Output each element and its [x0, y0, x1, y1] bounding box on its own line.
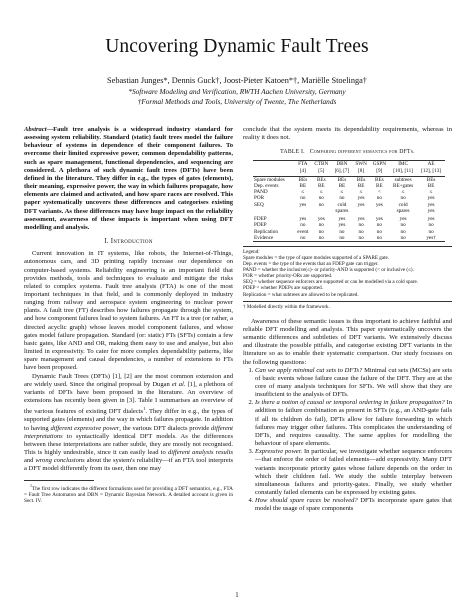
footnote-number: 1	[30, 482, 32, 488]
column-name: AE	[427, 161, 435, 168]
table-cell: no	[358, 222, 364, 229]
table-cell: no	[339, 234, 345, 241]
text-run-italic: different expressive power	[50, 424, 120, 432]
table-cell: cold	[398, 201, 408, 208]
intro-paragraph-1: Current innovation in IT systems, like robots, the Internet-of-Things, autonomous cars, and 3D printing rapidly increase our dependence on computer-based systems. Reliability engineering is an important field that provides methods, tools and techniques to evaluate and mitigate the risks related to complex systems. Fault tree analysis (FTA) is one of the most important techniques in that field, and is commonly deployed in industry ranging from railway and aerospace system engineering to nuclear power plants. A fault tree (FT) describes how failures propagate through the system, and how component failures lead to system failures. An FT is a tree (or rather, a directed acyclic graph) whose leaves model component failures, and whose gates model failure propagation. Standard (or: static) FTs (SFTs) contain a few basic gates, like AND and OR, making them easy to use and analyse, but also limited in expressivity. To cater for more complex dependability patterns, like spare management and causal dependencies, a number of extensions to FTs have been proposed.	[24, 250, 233, 372]
row-label: Evidence	[254, 234, 274, 241]
row-label: Replication	[254, 228, 278, 235]
table-cell: BEs	[337, 176, 347, 183]
table-cell: no	[318, 228, 324, 235]
table-cell: yes	[375, 216, 383, 223]
row-label: SEQ	[254, 201, 264, 208]
question-4	[255, 497, 452, 513]
row-label: PDEP	[254, 222, 267, 229]
question-title: How should spare races be resolved?	[255, 497, 358, 505]
column-name: SWN	[355, 161, 367, 168]
question-text: In addition to failure combination as present in SFTs (e.g., an AND-gate fails if all its children do fail), DFTs allow for failure forwarding in which failures may trigger other failures. This complicates the understanding of DFTs, and requires causality. The same applies for modelling the behaviour of spare elements.	[255, 399, 453, 448]
semantics-comparison-table	[253, 160, 445, 241]
footnote-divider	[24, 480, 94, 481]
intro-paragraph-2	[24, 373, 233, 474]
table-cell: no	[339, 228, 345, 235]
legend-line: SEQ = whether sequence enforcers are supported or can be modelled via a cold spare.	[243, 279, 418, 286]
table-cell: no	[376, 222, 382, 229]
table-column-header	[294, 161, 311, 176]
table-cell: no	[428, 228, 434, 235]
legend-line: Replication = what subtrees are allowed to be replicated.	[243, 291, 359, 298]
table-cell: no	[400, 234, 406, 241]
table-cell: BEs	[316, 176, 326, 183]
legend-line: Spare modules = the type of spare modules supported of a SPARE gate.	[243, 255, 389, 261]
table-cell: BE	[357, 183, 365, 190]
table-cell: no	[300, 234, 306, 241]
table-cell: yes	[427, 201, 435, 208]
table-cell: yes	[357, 195, 365, 202]
table-column-header	[417, 161, 445, 176]
section-heading-introduction: I. Introduction	[104, 238, 153, 246]
text-run-italic: wrong conclusions	[35, 457, 85, 465]
column-name: DBN	[336, 161, 348, 168]
text-run: to syntactically identical DFT models. As the differences between these interpretations are rather subtle, they are mostly not recognised. This is highly undesirable, since it can easily lead to	[24, 432, 233, 457]
question-text: In particular, we investigate whether sequence enforcers—that enforce the order of failed elements—add expressivity. Many DFT variants incorporate priority gates whose failure depends on the order in which their children fail. We study the subtle interplay between simultaneous failures and priority-gates. Finally, we study whether constantly failed elements can be expressed by existing gates.	[255, 448, 453, 497]
table-cell: yes	[338, 216, 346, 223]
table-cell: ≤	[340, 189, 344, 196]
table-cell: BE	[299, 183, 307, 190]
legend-line: POR = whether priority-ORs are supported.	[243, 273, 333, 280]
row-label: FDEP	[254, 216, 267, 223]
table-cell: BE	[338, 183, 346, 190]
text-run: about the system's reliability—if an FTA tool interprets a DFT model differently from its user, then one may	[24, 457, 234, 473]
research-questions	[243, 367, 452, 514]
text-run: [1], a plethora of variants of DFTs have been proposed in the literature. An overview of extensions has recently been given in [3]. Table I summarises an overview of the various features of existing DFT dialects	[24, 380, 234, 416]
table-cell: ≤	[319, 189, 323, 196]
table-column-header	[331, 161, 352, 176]
table-cell: yes	[357, 201, 365, 208]
table-cell: ≤	[301, 189, 305, 196]
row-label: PAND	[254, 189, 268, 196]
legend-line: Dep. events = the type of the events that an FDEP gate can trigger.	[243, 261, 379, 268]
table-cell: subtrees	[394, 176, 412, 183]
column-reference: [12], [13]	[421, 167, 442, 174]
table-number: TABLE I.	[280, 149, 305, 156]
column-name: GSPN	[372, 161, 386, 168]
question-text: DFTs incorporate spare gates that model the usage of spare components	[255, 497, 452, 513]
table-cell: no	[300, 195, 306, 202]
table-cell: BE+gates	[392, 183, 414, 190]
paper-title: Uncovering Dynamic Fault Trees	[105, 36, 369, 57]
table-cell: yes	[399, 216, 407, 223]
abstract-lead: Abstract	[24, 126, 47, 133]
table-cell: no	[400, 222, 406, 229]
footnote-text: The first row indicates the different formalisms used for providing a DFT semantics, e.g., FTA = Fault Tree Automaton and DBN = Dynamic Bayesian Network. A detailed account is given in Sect. IV.	[24, 485, 233, 505]
column-name: IMC	[398, 161, 408, 168]
table-cell: BEs	[356, 176, 366, 183]
question-2	[255, 399, 452, 448]
text-run-italic: et al.	[171, 380, 186, 388]
intro-continued: conclude that the system meets its dependability requirements, whereas in reality it does not.	[243, 126, 452, 142]
column-name: FTA	[298, 161, 308, 168]
abstract-text: —Fault tree analysis is a widespread industry standard for assessing system reliability. Standard (static) fault trees model the failure behaviour of systems in dependence of their component failures. To overcome their limited expressive power, common dependability patterns, such as spare management, functional dependencies, and sequencing are considered. A plethora of such dynamic fault trees (DFTs) have been defined in the literature. They differ in e.g., the types of gates (elements), their meaning, expressive power, the way in which failures propagate, how elements are claimed and activated, and how spare races are resolved. This paper systematically uncovers these differences and categorises existing DFT variants. As these differences may have huge impact on the reliability assessment, awareness of these impacts is important when using DFT modelling and analysis.	[24, 126, 233, 231]
question-title: Is there a notion of causal or temporal ordering in failure propagation?	[255, 399, 445, 407]
table-column-header	[311, 161, 331, 176]
table-cell: yes†	[426, 234, 436, 241]
legend-title: Legend:	[243, 248, 260, 255]
text-run: . They differ in e.g., the types of supported gates (elements) and the way in which failures propagate. In addition to having	[24, 408, 233, 432]
table-cell: no	[318, 222, 324, 229]
footnote-marker: 1	[143, 406, 146, 412]
table-cell: no	[400, 228, 406, 235]
table-cell: yes	[299, 201, 307, 208]
question-title: Can we apply minimal cut sets to DFTs?	[255, 366, 363, 374]
question-1	[255, 367, 452, 400]
table-cell: yes	[427, 195, 435, 202]
legend-divider	[243, 301, 452, 302]
table-header-row	[253, 161, 445, 176]
table-cell: yes	[427, 216, 435, 223]
table-cell: no	[318, 234, 324, 241]
column-reference: [9]	[376, 167, 383, 174]
row-label: Dep. events	[254, 183, 279, 190]
table-column-header	[389, 161, 417, 176]
column-reference: [10], [11]	[393, 167, 413, 174]
table-cell: yes	[375, 201, 383, 208]
table-cell: ≤	[429, 189, 433, 196]
column-name: CTBN	[314, 161, 329, 168]
table-cell: ≤	[359, 189, 363, 196]
table-cell: ≤	[401, 189, 405, 196]
table-cell: BE	[427, 183, 435, 190]
table-header-corner	[253, 161, 294, 176]
table-cell: spares	[396, 207, 410, 214]
table-cell: cold	[337, 201, 347, 208]
body-paragraph: Awareness of these semantic issues is thus important to achieve faithful and reliable DFT modelling and analysis. This paper systematically uncovers the semantic differences and subtleties of DFT variants. We extensively discuss and illustrate the possible pitfalls, and categorise existing DFT variants in the literature so as to enable their systematic comparison. Our study focusses on the following questions:	[243, 317, 452, 366]
row-label: POR	[254, 195, 265, 202]
text-run-italic: different interpretations	[24, 424, 233, 440]
table-cell: no	[400, 195, 406, 202]
table-cell: no	[376, 234, 382, 241]
table-legend	[243, 246, 452, 310]
column-reference: [4]	[299, 167, 306, 174]
column-reference: [5]	[318, 167, 325, 174]
text-run: Dynamic Fault Trees (DFTs) [1], [2] are the most common extension and are widely used. Since the original proposal by Dugan	[24, 372, 233, 388]
table-cell: BEs	[298, 176, 308, 183]
table-cell: no	[376, 195, 382, 202]
table-column-header	[370, 161, 389, 176]
table-cell: BE	[376, 183, 383, 190]
table-cell: no	[339, 195, 345, 202]
table-cell: yes	[357, 216, 365, 223]
table-cell: yes	[427, 207, 435, 214]
table-cell: no	[376, 228, 382, 235]
text-run: , the various DFT dialects provide	[119, 424, 212, 432]
table-title: Comparing different semantics for DFTs.	[309, 149, 415, 156]
table-cell: no	[318, 201, 324, 208]
table-cell: no	[300, 222, 306, 229]
right-column	[243, 126, 452, 514]
table-cell: BEs	[375, 176, 384, 183]
author-list: Sebastian Junges*, Dennis Guck†, Joost-Pieter Katoen*†, Mariëlle Stoelinga†	[107, 76, 367, 85]
column-reference: [8]	[358, 167, 365, 174]
legend-note: † Modelled directly within the framework.	[243, 303, 330, 310]
legend-divider	[243, 246, 452, 247]
table-cell: no	[428, 222, 434, 229]
question-3	[255, 448, 452, 497]
legend-line: PDEP = whether PDEPs are supported.	[243, 285, 323, 292]
table-cell: event	[297, 228, 309, 235]
table-row	[253, 235, 445, 242]
legend-line: PAND = whether the inclusive(≤)- or priority-AND is supported (< or inclusive (≤).	[243, 267, 414, 274]
table-cell: spares	[335, 207, 349, 214]
table-cell: <	[377, 189, 381, 196]
text-run: and	[24, 457, 36, 465]
table-rule	[253, 241, 445, 242]
left-column	[24, 126, 233, 505]
table-cell: BEs	[426, 176, 436, 183]
page-number: 1	[235, 592, 239, 599]
affiliation-2: †Formal Methods and Tools, University of Twente, The Netherlands	[137, 97, 337, 106]
table-column-header	[353, 161, 370, 176]
affiliation-1: *Software Modeling and Verification, RWTH Aachen University, Germany	[128, 87, 346, 96]
table-cell: yes	[299, 216, 307, 223]
table-cell: yes	[338, 222, 346, 229]
table-cell: no	[318, 195, 324, 202]
abstract	[24, 126, 233, 232]
question-text: Minimal cut sets (MCSs) are sets of basic events whose failure cause the failure of the DFT. They are at the core of many analysis techniques for SFTs. We will show that they are insufficient to the analysis of DFTs.	[255, 366, 452, 399]
footnote	[24, 483, 233, 505]
row-label: Spare modules	[254, 176, 285, 183]
table-cell: no	[358, 234, 364, 241]
text-run-italic: different analysis results	[167, 449, 233, 457]
question-title: Expressive power.	[255, 448, 303, 456]
table-caption	[243, 148, 452, 156]
table-cell: yes	[317, 216, 325, 223]
table-cell: no	[358, 228, 364, 235]
column-reference: [6], [7]	[334, 167, 350, 174]
table-cell: BE	[317, 183, 325, 190]
